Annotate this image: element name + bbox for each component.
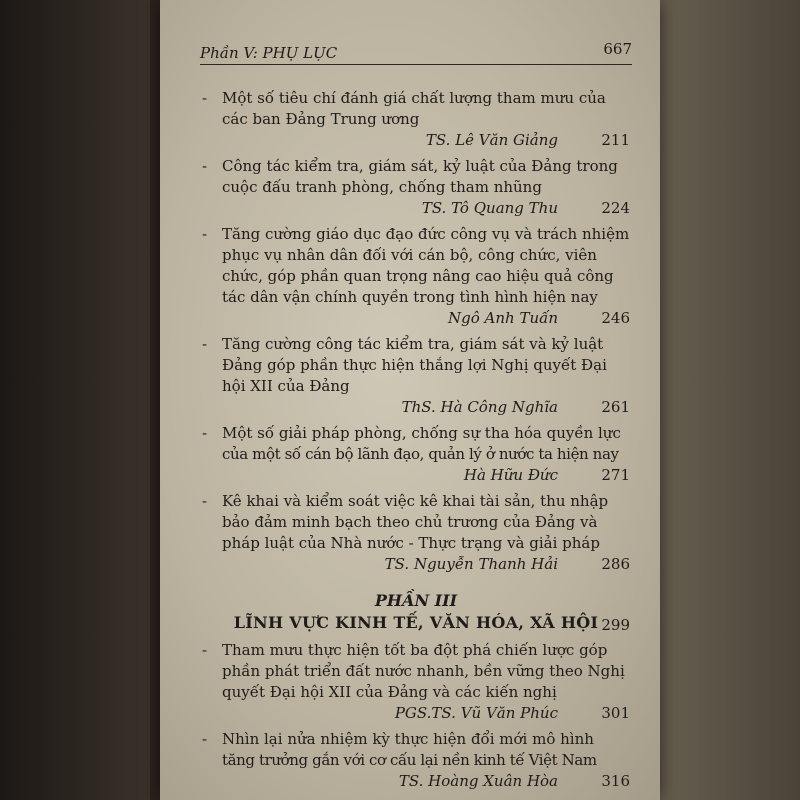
entry-line: Công tác kiểm tra, giám sát, kỷ luật của Đảng trong — [222, 157, 618, 175]
entry-page-number: 301 — [601, 704, 630, 722]
entry-line: Một số giải pháp phòng, chống sự tha hóa quyền lực — [222, 424, 621, 442]
entry-page-number: 271 — [601, 466, 630, 484]
entry-line: của một số cán bộ lãnh đạo, quản lý ở nước ta hiện nay — [222, 445, 619, 463]
background-right — [640, 0, 800, 800]
entry-line: quyết Đại hội XII của Đảng và các kiến nghị — [222, 683, 557, 701]
toc-entry: - Một số tiêu chí đánh giá chất lượng tham mưu của các ban Đảng Trung ương TS. Lê Văn Giảng 211 — [202, 89, 630, 149]
page-header — [200, 36, 632, 65]
section-label: PHẦN III — [374, 591, 458, 610]
entry-line: Kê khai và kiểm soát việc kê khai tài sản, thu nhập — [222, 492, 609, 510]
header-title: Phần V: PHỤ LỤC — [200, 44, 338, 62]
entry-author: TS. Lê Văn Giảng — [425, 131, 558, 149]
entry-line: Tăng cường giáo dục đạo đức công vụ và trách nhiệm — [222, 225, 630, 243]
entry-page-number: 246 — [601, 309, 630, 327]
entry-line: phần phát triển đất nước nhanh, bền vững theo Nghị — [222, 662, 625, 680]
header-page-number: 667 — [603, 40, 632, 58]
entry-line: Nhìn lại nửa nhiệm kỳ thực hiện đổi mới mô hình — [222, 730, 594, 748]
entry-line: tăng trưởng gắn với cơ cấu lại nền kinh tế Việt Nam — [222, 751, 597, 769]
background-left — [0, 0, 150, 800]
entry-author: TS. Tô Quang Thu — [421, 199, 558, 217]
entry-line: Một số tiêu chí đánh giá chất lượng tham mưu của — [222, 89, 606, 107]
entry-page-number: 211 — [601, 131, 630, 149]
entry-line: tác dân vận chính quyền trong tình hình hiện nay — [222, 288, 598, 306]
entry-line: Tăng cường công tác kiểm tra, giám sát và kỷ luật — [222, 335, 604, 353]
entry-line: cuộc đấu tranh phòng, chống tham nhũng — [222, 178, 542, 196]
entry-line: Đảng góp phần thực hiện thắng lợi Nghị quyết Đại — [222, 356, 607, 374]
toc-entry: - Công tác kiểm tra, giám sát, kỷ luật của Đảng trong cuộc đấu tranh phòng, chống tham nhũng TS. Tô Quang Thu 224 — [202, 157, 630, 217]
entry-author: Hà Hữu Đức — [463, 466, 558, 484]
entry-author: ThS. Hà Công Nghĩa — [401, 398, 558, 416]
toc-entry: - Tham mưu thực hiện tốt ba đột phá chiến lược góp phần phát triển đất nước nhanh, bền vững theo Nghị quyết Đại hội XII của Đảng và các kiến nghị PGS.TS. Vũ Văn Phúc 301 — [202, 641, 630, 722]
toc-entry: - Một số giải pháp phòng, chống sự tha hóa quyền lực của một số cán bộ lãnh đạo, quản lý ở nước ta hiện nay Hà Hữu Đức 271 — [202, 424, 630, 484]
entry-line: phục vụ nhân dân đối với cán bộ, công chức, viên — [222, 246, 597, 264]
toc-entries — [202, 88, 630, 797]
entry-author: PGS.TS. Vũ Văn Phúc — [394, 704, 558, 722]
entry-page-number: 261 — [601, 398, 630, 416]
entry-line: hội XII của Đảng — [222, 377, 350, 395]
entry-author: TS. Nguyễn Thanh Hải — [384, 555, 558, 573]
section-title: LĨNH VỰC KINH TẾ, VĂN HÓA, XÃ HỘI — [233, 613, 599, 632]
entry-page-number: 224 — [601, 199, 630, 217]
section-page-number: 299 — [601, 616, 630, 634]
entry-line: chức, góp phần quan trọng nâng cao hiệu quả công — [222, 267, 614, 285]
toc-entry: - Tăng cường công tác kiểm tra, giám sát và kỷ luật Đảng góp phần thực hiện thắng lợi Nghị quyết Đại hội XII của Đảng ThS. Hà Công Nghĩa 261 — [202, 335, 630, 416]
book-page — [160, 0, 660, 800]
entry-line: các ban Đảng Trung ương — [222, 110, 420, 128]
entry-line: Tham mưu thực hiện tốt ba đột phá chiến lược góp — [222, 641, 608, 659]
entry-line: pháp luật của Nhà nước - Thực trạng và giải pháp — [222, 534, 600, 552]
entry-page-number: 316 — [601, 772, 630, 790]
toc-entry: - Tăng cường giáo dục đạo đức công vụ và trách nhiệm phục vụ nhân dân đối với cán bộ, công chức, viên chức, góp phần quan trọng nâng cao hiệu quả công tác dân vận chính quyền trong tình hình hiện nay Ngô Anh Tuấn 246 — [202, 225, 630, 327]
entry-line: bảo đảm minh bạch theo chủ trương của Đảng và — [222, 513, 598, 531]
toc-entry: - Nhìn lại nửa nhiệm kỳ thực hiện đổi mới mô hình tăng trưởng gắn với cơ cấu lại nền kinh tế Việt Nam TS. Hoàng Xuân Hòa 316 — [202, 730, 630, 790]
section-heading — [202, 590, 630, 634]
entry-author: Ngô Anh Tuấn — [448, 309, 558, 327]
entry-page-number: 286 — [601, 555, 630, 573]
toc-entry: - Kê khai và kiểm soát việc kê khai tài sản, thu nhập bảo đảm minh bạch theo chủ trương của Đảng và pháp luật của Nhà nước - Thực trạng và giải pháp TS. Nguyễn Thanh Hải 286 — [202, 492, 630, 573]
entry-author: TS. Hoàng Xuân Hòa — [398, 772, 558, 790]
